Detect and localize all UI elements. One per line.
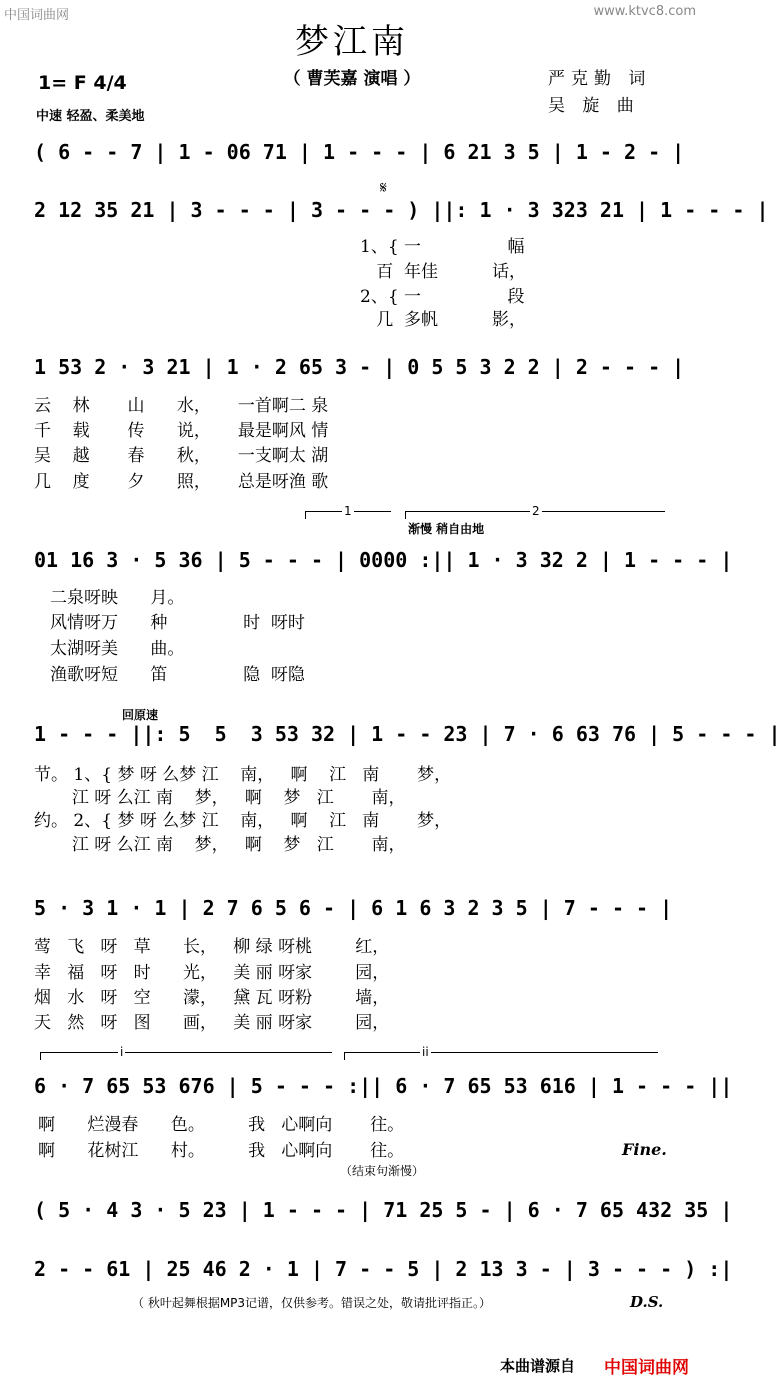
score-row-6: 5 · 3 1 · 1 | 2 7 6 5 6 - | 6 1 6 3 2 3 5 | 7 - - - | [34,896,673,920]
tempo-marking: 中速 轻盈、柔美地 [36,109,145,124]
row-2-lyric-1: 1、{ 一 幅 [360,237,525,257]
footer-brand-link[interactable]: 中国词曲网 [604,1358,689,1378]
volta-2-label: 2 [532,504,540,518]
row-7-lyric-2: 啊 花树江 村。 我 心啊向 往。 [38,1141,405,1161]
song-title: 梦江南 [295,22,409,62]
row-4-lyric-3: 太湖呀美 曲。 [50,639,185,659]
lyricist-credit: 严克勤 词 [548,69,652,89]
volta-2-tick [405,511,406,519]
volta-ii-label: ii [422,1045,429,1059]
footer-source-label: 本曲谱源自 [500,1357,576,1375]
row-4-tempo-note: 渐慢 稍自由地 [408,522,485,536]
row-5-lyric-4: 江 呀 么江 南 梦， 啊 梦 江 南， [34,835,406,855]
volta-ii-line [344,1052,658,1053]
volta-1-tick [305,511,306,519]
row-4-lyric-2: 风情呀万 种 时 呀时 [50,613,305,633]
row-3-lyric-3: 吴 越 春 秋， 一支啊太 湖 [34,446,329,466]
row-4-lyric-4: 渔歌呀短 笛 隐 呀隐 [50,665,305,685]
row-3-lyric-4: 几 度 夕 照， 总是呀渔 歌 [34,472,329,492]
row-2-lyric-4: 几 多帆 影， [360,310,527,330]
score-row-5: 1 - - - ||: 5 5 3 53 32 | 1 - - 23 | 7 · 6 63 76 | 5 - - - | [34,722,781,746]
row-6-lyric-3: 烟 水 呀 空 濛， 黛 瓦 呀粉 墙， [34,988,390,1008]
watermark-left: 中国词曲网 [4,8,70,23]
score-row-1: ( 6 - - 7 | 1 - 06 71 | 1 - - - | 6 21 3 5 | 1 - 2 - | [34,140,685,164]
row-2-lyric-2: 百 年佳 话， [360,262,527,282]
row-6-lyric-1: 莺 飞 呀 草 长， 柳 绿 呀桃 红， [34,937,390,957]
score-row-9: 2 - - 61 | 25 46 2 · 1 | 7 - - 5 | 2 13 3 - | 3 - - - ) :| [34,1257,733,1281]
score-row-3: 1 53 2 · 3 21 | 1 · 2 65 3 - | 0 5 5 3 2 2 | 2 - - - | [34,355,685,379]
row-7-ending-note: （结束句渐慢） [340,1164,425,1178]
score-row-8: ( 5 · 4 3 · 5 23 | 1 - - - | 71 25 5 - | 6 · 7 65 432 35 | [34,1198,733,1222]
watermark-right: www.ktvc8.com [593,4,696,19]
volta-i-label: i [120,1045,124,1059]
row-5-lyric-1: 节。 1、{ 梦 呀 么梦 江 南， 啊 江 南 梦， [34,765,452,785]
key-signature: 1= F 4/4 [38,72,127,94]
row-4-lyric-1: 二泉呀映 月。 [50,588,185,608]
row-3-lyric-2: 千 载 传 说， 最是啊风 情 [34,421,329,441]
score-row-4: 01 16 3 · 5 36 | 5 - - - | 0000 :|| 1 · 3 32 2 | 1 - - - | [34,548,733,572]
segno-symbol: 𝄋 [380,178,387,197]
row-5-lyric-2: 江 呀 么江 南 梦， 啊 梦 江 南， [34,788,406,808]
volta-1-label: 1 [344,504,352,518]
score-row-2: 2 12 35 21 | 3 - - - | 3 - - - ) ||: 1 · 3 323 21 | 1 - - - | [34,198,769,222]
performer: （ 曹芙嘉 演唱 ） [283,69,421,89]
transcriber-footnote: （ 秋叶起舞根据MP3记谱，仅供参考。错误之处，敬请批评指正。） [132,1296,492,1310]
volta-i-line [40,1052,332,1053]
row-5-lyric-3: 约。 2、{ 梦 呀 么梦 江 南， 啊 江 南 梦， [34,811,452,831]
row-7-lyric-1: 啊 烂漫春 色。 我 心啊向 往。 [38,1115,405,1135]
fine-marking: Fine. [622,1140,667,1159]
row-2-lyric-3: 2、{ 一 段 [360,287,525,307]
score-row-7: 6 · 7 65 53 676 | 5 - - - :|| 6 · 7 65 53 616 | 1 - - - || [34,1074,733,1098]
composer-credit: 吴 旋 曲 [548,96,640,116]
volta-ii-tick [344,1052,345,1060]
row-3-lyric-1: 云 林 山 水， 一首啊二 泉 [34,396,329,416]
row-6-lyric-4: 天 然 呀 图 画， 美 丽 呀家 园， [34,1013,390,1033]
ds-marking: D.S. [630,1293,664,1311]
volta-i-tick [40,1052,41,1060]
row-6-lyric-2: 幸 福 呀 时 光， 美 丽 呀家 园， [34,963,390,983]
row-5-tempo-note: 回原速 [122,708,159,722]
